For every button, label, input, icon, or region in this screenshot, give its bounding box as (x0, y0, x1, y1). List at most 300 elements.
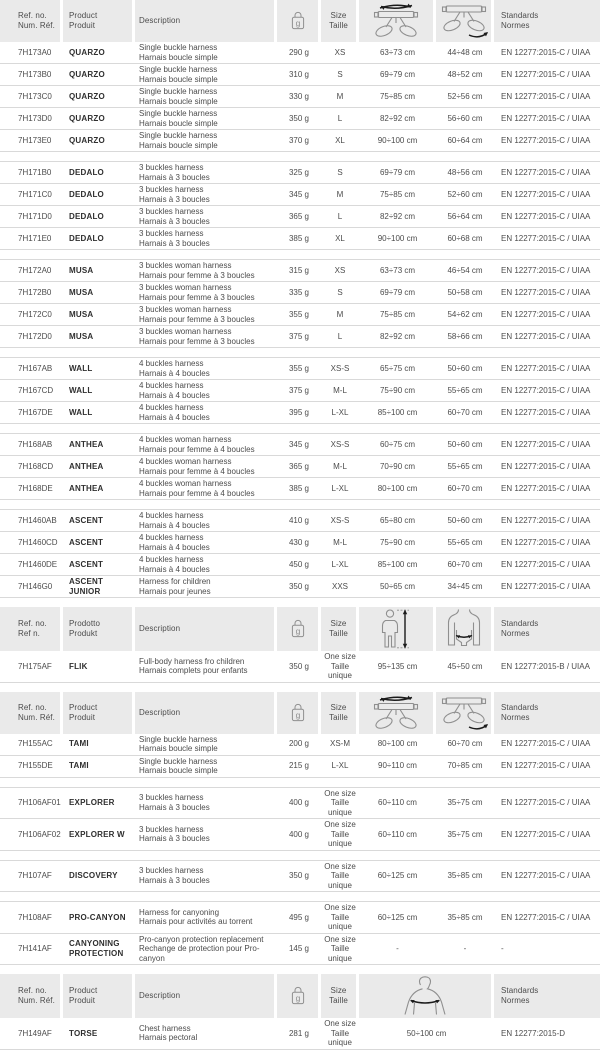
text-line: Harnais à 4 boucles (139, 520, 210, 530)
text-line: 290 g (288, 47, 310, 57)
leg-cell (436, 162, 494, 183)
text-line: 7H141AF (18, 944, 52, 953)
text-line: 350 g (288, 581, 310, 591)
size-cell (321, 260, 359, 281)
desc-cell (135, 86, 277, 107)
text-line: - (463, 944, 467, 953)
text-line: One size (324, 788, 356, 798)
text-line: EN 12277:2015-C / UIAA (501, 537, 591, 547)
text-line: Taille unique (327, 829, 353, 848)
product-cell (63, 456, 135, 477)
waist-cell (359, 788, 436, 819)
text-line: 7H173A0 (18, 47, 52, 57)
text-line: 60÷70 cm (447, 739, 483, 749)
text-line: 95÷135 cm (377, 661, 418, 671)
table-row (0, 326, 600, 348)
weight-cell (277, 162, 321, 183)
text-line: M (336, 189, 344, 199)
text-line: - (396, 944, 399, 953)
text-line: 7H108AF (18, 912, 52, 922)
size-cell (321, 304, 359, 325)
weight-cell (277, 64, 321, 85)
col-ref-header (0, 607, 63, 651)
leg-cell (436, 358, 494, 379)
desc-cell (135, 260, 277, 281)
weight-cell (277, 651, 321, 682)
section-chest-harness (0, 974, 600, 1050)
text-line: 55÷65 cm (447, 537, 483, 547)
waist-cell (359, 510, 436, 531)
text-line: Taille unique (327, 798, 353, 817)
harness-waist-icon (365, 2, 427, 40)
text-line: 65÷80 cm (379, 515, 416, 525)
row-group (0, 651, 600, 683)
row-group (0, 901, 600, 965)
text-line: Num. Réf. (18, 21, 55, 30)
weight-cell (277, 326, 321, 347)
text-line: Harnais pectoral (139, 1033, 198, 1043)
table-row (0, 184, 600, 206)
waist-cell (359, 358, 436, 379)
section-full-body-children (0, 607, 600, 683)
desc-cell (135, 532, 277, 553)
leg-cell (436, 282, 494, 303)
product-cell (63, 651, 135, 682)
text-line: 50÷60 cm (447, 363, 483, 373)
desc-cell (135, 756, 277, 777)
text-line: 345 g (288, 439, 310, 449)
leg-cell (436, 510, 494, 531)
text-line: 7H173D0 (18, 113, 52, 123)
text-line: L (337, 331, 343, 341)
size-cell (321, 478, 359, 499)
text-line: DEDALO (69, 233, 104, 243)
text-line: 60÷68 cm (447, 233, 483, 243)
text-line: 75÷90 cm (379, 385, 416, 395)
text-line: 52÷56 cm (447, 91, 483, 101)
table-row (0, 130, 600, 152)
weight-cell (277, 358, 321, 379)
ref-cell (0, 326, 63, 347)
text-line: 54÷62 cm (447, 309, 483, 319)
text-line: 75÷90 cm (379, 537, 416, 547)
waist-cell (359, 532, 436, 553)
table-row (0, 380, 600, 402)
text-line: Harnais à 4 boucles (139, 412, 210, 422)
waist-cell (359, 108, 436, 129)
text-line: L-XL (331, 761, 349, 771)
row-group (0, 509, 600, 598)
waist-cell (359, 86, 436, 107)
text-line: EN 12277:2015-C / UIAA (501, 798, 591, 807)
leg-cell (436, 326, 494, 347)
table-row (0, 86, 600, 108)
leg-cell (436, 86, 494, 107)
leg-cell (436, 861, 494, 892)
text-line: Harnais pour activités au torrent (139, 917, 253, 927)
text-line: EN 12277:2015-C / UIAA (501, 189, 591, 199)
header-row (0, 974, 600, 1018)
text-line: 85÷100 cm (377, 407, 418, 417)
std-cell (494, 456, 600, 477)
text-line: Single buckle harness (139, 87, 218, 96)
waist-cell (359, 184, 436, 205)
text-line: Taille unique (327, 661, 353, 680)
text-line: Produit (69, 712, 96, 722)
ref-cell (0, 819, 63, 850)
product-cell (63, 358, 135, 379)
ref-cell (0, 402, 63, 423)
leg-cell (436, 934, 494, 965)
text-line: - (501, 944, 504, 953)
waist-cell (359, 304, 436, 325)
text-line: Single buckle harness (139, 65, 218, 74)
leg-cell (436, 304, 494, 325)
weight-cell (277, 819, 321, 850)
text-line: 215 g (288, 761, 310, 771)
row-group (0, 860, 600, 893)
col-chest-header (359, 974, 494, 1018)
text-line: 385 g (288, 483, 310, 493)
text-line: 50÷65 cm (379, 581, 416, 591)
text-line: Single buckle harness (139, 131, 218, 140)
text-line: Taille (329, 712, 348, 722)
text-line: Taille (329, 996, 348, 1005)
text-line: Prodotto (69, 619, 101, 628)
text-line: WALL (69, 363, 93, 373)
text-line: 370 g (288, 135, 310, 145)
text-line: PROTECTION (69, 948, 124, 958)
col-size-header (321, 974, 359, 1018)
text-line: ANTHEA (69, 439, 104, 449)
grams-icon (290, 986, 306, 1006)
text-line: Harnais pour femme à 3 boucles (139, 336, 255, 346)
size-cell (321, 282, 359, 303)
table-row (0, 554, 600, 576)
text-line: 60÷125 cm (377, 912, 418, 922)
text-line: Normes (501, 629, 530, 638)
col-ref-header (0, 974, 63, 1018)
text-line: 3 buckles harness (139, 207, 204, 216)
text-line: Harness for canyoning (139, 907, 220, 917)
size-cell (321, 510, 359, 531)
ref-cell (0, 902, 63, 933)
text-line: EN 12277:2015-C / UIAA (501, 461, 591, 471)
row-group (0, 734, 600, 778)
text-line: 7H171C0 (18, 189, 52, 199)
waist-cell (359, 162, 436, 183)
leg-cell (436, 902, 494, 933)
desc-cell (135, 934, 277, 965)
col-product-header (63, 0, 135, 42)
text-line: 56÷64 cm (447, 211, 483, 221)
text-line: 50÷60 cm (447, 439, 483, 449)
text-line: 56÷60 cm (447, 113, 483, 123)
waist-cell (359, 260, 436, 281)
text-line: Standards (501, 986, 539, 995)
col-description-header (135, 0, 277, 42)
leg-cell (436, 434, 494, 455)
std-cell (494, 819, 600, 850)
table-row (0, 902, 600, 934)
product-cell (63, 434, 135, 455)
table-row (0, 358, 600, 380)
text-line: 82÷92 cm (379, 331, 416, 341)
text-line: Normes (501, 21, 530, 30)
text-line: 355 g (288, 363, 310, 373)
product-cell (63, 64, 135, 85)
col-waist-header (436, 607, 494, 651)
svg-text:g: g (295, 18, 300, 28)
text-line: Size (330, 619, 347, 628)
size-cell (321, 380, 359, 401)
text-line: 63÷73 cm (379, 47, 416, 57)
leg-cell (436, 130, 494, 151)
waist-cell (359, 402, 436, 423)
text-line: Taille unique (327, 871, 353, 890)
desc-cell (135, 478, 277, 499)
text-line: 7H167CD (18, 385, 54, 395)
ref-cell (0, 162, 63, 183)
text-line: 7H149AF (18, 1028, 52, 1038)
text-line: Standards (501, 619, 539, 628)
weight-cell (277, 282, 321, 303)
text-line: 50÷60 cm (447, 515, 483, 525)
text-line: Single buckle harness (139, 756, 218, 766)
ref-cell (0, 532, 63, 553)
text-line: 80÷100 cm (377, 739, 418, 749)
text-line: 315 g (288, 265, 310, 275)
row-group (0, 161, 600, 250)
svg-text:g: g (295, 993, 300, 1003)
std-cell (494, 734, 600, 755)
text-line: EN 12277:2015-C / UIAA (501, 363, 591, 373)
col-waist-header (359, 0, 436, 42)
desc-cell (135, 358, 277, 379)
text-line: EN 12277:2015-C / UIAA (501, 483, 591, 493)
text-line: EN 12277:2015-C / UIAA (501, 407, 591, 417)
waist-cell (359, 64, 436, 85)
text-line: QUARZO (69, 47, 105, 57)
ref-cell (0, 86, 63, 107)
text-line: 4 buckles harness (139, 403, 204, 412)
leg-cell (436, 206, 494, 227)
weight-cell (277, 228, 321, 249)
text-line: Taille unique (327, 944, 353, 963)
text-line: EN 12277:2015-C / UIAA (501, 581, 591, 591)
text-line: 7H173E0 (18, 135, 52, 145)
text-line: 7H168CD (18, 461, 54, 471)
text-line: 3 buckles woman harness (139, 327, 232, 336)
text-line: 450 g (288, 559, 310, 569)
leg-cell (436, 554, 494, 575)
col-standards-header (494, 692, 600, 734)
product-cell (63, 788, 135, 819)
text-line: L (337, 211, 343, 221)
text-line: 7H172C0 (18, 309, 52, 319)
text-line: Ref. no. (18, 619, 47, 628)
text-line: EN 12277:2015-C / UIAA (501, 69, 591, 79)
text-line: 375 g (288, 331, 310, 341)
col-weight-header (277, 692, 321, 734)
text-line: 430 g (288, 537, 310, 547)
text-line: Harnais à 4 boucles (139, 390, 210, 400)
text-line: 55÷65 cm (447, 461, 483, 471)
text-line: Harnais boucle simple (139, 52, 218, 62)
size-cell (321, 1018, 359, 1049)
grams-icon (290, 619, 306, 639)
fullbody-waist-icon (444, 609, 484, 649)
text-line: Product (69, 11, 98, 20)
std-cell (494, 162, 600, 183)
text-line: EN 12277:2015-C / UIAA (501, 309, 591, 319)
text-line: Harnais boucle simple (139, 74, 218, 84)
leg-cell (436, 576, 494, 597)
text-line: S (337, 287, 343, 297)
text-line: Full-body harness fro children (139, 656, 245, 666)
text-line: ANTHEA (69, 461, 104, 471)
table-row (0, 304, 600, 326)
product-cell (63, 554, 135, 575)
text-line: TORSE (69, 1028, 98, 1038)
text-line: 3 buckles harness (139, 163, 204, 172)
weight-cell (277, 510, 321, 531)
ref-cell (0, 282, 63, 303)
desc-cell (135, 64, 277, 85)
waist-cell (359, 576, 436, 597)
text-line: Taille (329, 21, 348, 30)
text-line: M-L (333, 385, 347, 395)
size-cell (321, 576, 359, 597)
col-leg-header (436, 0, 494, 42)
waist-cell (359, 326, 436, 347)
ref-cell (0, 456, 63, 477)
text-line: 330 g (288, 91, 310, 101)
text-line: EN 12277:2015-B / UIAA (501, 661, 590, 671)
text-line: XS-M (330, 739, 350, 749)
text-line: Description (139, 991, 181, 1000)
leg-cell (436, 108, 494, 129)
text-line: 75÷85 cm (379, 309, 416, 319)
text-line: 325 g (288, 167, 310, 177)
desc-cell (135, 206, 277, 227)
text-line: EN 12277:2015-C / UIAA (501, 439, 591, 449)
leg-cell (436, 228, 494, 249)
waist-cell (359, 228, 436, 249)
text-line: MUSA (69, 287, 94, 297)
ref-cell (0, 861, 63, 892)
leg-cell (436, 64, 494, 85)
weight-cell (277, 108, 321, 129)
table-row (0, 42, 600, 64)
product-cell (63, 819, 135, 850)
leg-cell (436, 184, 494, 205)
header-row (0, 0, 600, 42)
product-cell (63, 532, 135, 553)
col-size-header (321, 0, 359, 42)
size-cell (321, 402, 359, 423)
text-line: 3 buckles harness (139, 866, 204, 876)
size-cell (321, 162, 359, 183)
row-group (0, 357, 600, 424)
text-line: 7H172D0 (18, 331, 52, 341)
text-line: Description (139, 624, 181, 633)
weight-cell (277, 734, 321, 755)
desc-cell (135, 434, 277, 455)
size-cell (321, 756, 359, 777)
product-cell (63, 934, 135, 965)
product-cell (63, 1018, 135, 1049)
std-cell (494, 380, 600, 401)
col-leg-header (436, 692, 494, 734)
text-line: 7H171D0 (18, 211, 52, 221)
text-line: PRO-CANYON (69, 912, 126, 922)
text-line: 365 g (288, 211, 310, 221)
size-cell (321, 108, 359, 129)
text-line: 3 buckles harness (139, 793, 204, 803)
text-line: 75÷85 cm (379, 91, 416, 101)
text-line: 7H172A0 (18, 265, 52, 275)
weight-cell (277, 434, 321, 455)
waist-cell (359, 130, 436, 151)
weight-cell (277, 402, 321, 423)
text-line: Standards (501, 702, 539, 712)
text-line: Harnais pour jeunes (139, 586, 211, 596)
desc-cell (135, 902, 277, 933)
text-line: Harnais pour femme à 3 boucles (139, 270, 255, 280)
text-line: One size (324, 861, 356, 871)
row-group (0, 787, 600, 851)
ref-cell (0, 651, 63, 682)
row-group (0, 42, 600, 152)
text-line: 7H1460AB (18, 515, 57, 525)
std-cell (494, 64, 600, 85)
ref-cell (0, 108, 63, 129)
std-cell (494, 184, 600, 205)
weight-cell (277, 86, 321, 107)
text-line: EN 12277:2015-C / UIAA (501, 739, 591, 749)
text-line: 7H146G0 (18, 581, 53, 591)
text-line: DEDALO (69, 211, 104, 221)
svg-text:g: g (295, 709, 300, 720)
weight-cell (277, 260, 321, 281)
text-line: EN 12277:2015-C / UIAA (501, 871, 591, 880)
text-line: ASCENT (69, 537, 104, 547)
leg-cell (436, 819, 494, 850)
text-line: 7H1460CD (18, 537, 58, 547)
text-line: 7H172B0 (18, 287, 52, 297)
text-line: 60÷70 cm (447, 559, 483, 569)
desc-cell (135, 1018, 277, 1049)
text-line: XS (334, 47, 346, 57)
text-line: 90÷100 cm (377, 135, 418, 145)
size-cell (321, 934, 359, 965)
std-cell (494, 228, 600, 249)
product-cell (63, 734, 135, 755)
text-line: Harnais à 3 boucles (139, 194, 210, 204)
text-line: 60÷64 cm (447, 135, 483, 145)
text-line: EN 12277:2015-C / UIAA (501, 559, 591, 569)
text-line: 7H168AB (18, 439, 53, 449)
text-line: Harnais à 4 boucles (139, 542, 210, 552)
text-line: Harnais pour femme à 3 boucles (139, 314, 255, 324)
row-group (0, 259, 600, 348)
text-line: 70÷90 cm (379, 461, 416, 471)
text-line: 7H173C0 (18, 91, 52, 101)
text-line: M (336, 91, 344, 101)
std-cell (494, 934, 600, 965)
table-row (0, 478, 600, 500)
